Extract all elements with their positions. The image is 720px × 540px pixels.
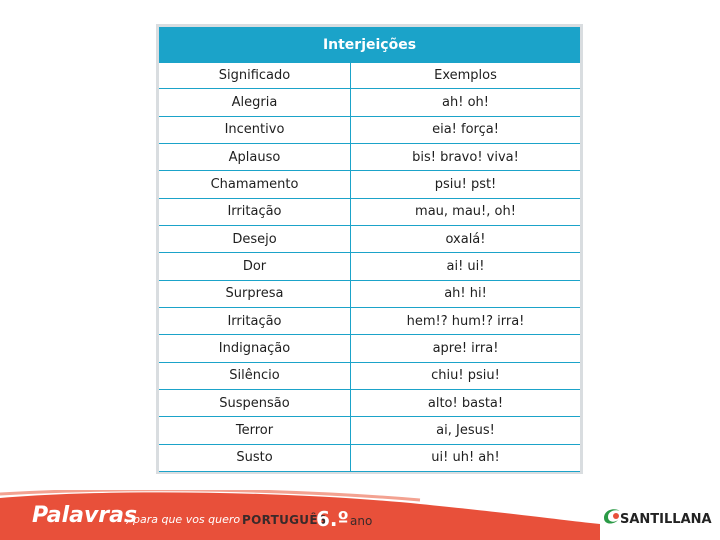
meaning-cell: Irritação [227,204,282,220]
examples-cell: ah! oh! [350,89,580,115]
meaning-cell: Suspensão [219,395,290,411]
table-row [159,171,580,198]
examples-cell: apre! irra! [350,335,580,361]
interjections-table [156,24,583,474]
examples-cell: eia! força! [350,117,580,143]
table-row [159,417,580,444]
column-header-exemplos: Exemplos [350,63,580,88]
table-row [159,363,580,390]
grade-number: 6.º [316,507,349,531]
examples-cell: psiu! pst! [350,171,580,197]
table-row [159,89,580,116]
brand-tagline: , para que vos quero [126,513,241,526]
examples-cell: ai, Jesus! [350,417,580,443]
table-row [159,117,580,144]
table-row [159,335,580,362]
meaning-cell: Alegria [231,95,278,111]
column-header-row [159,62,580,89]
meaning-cell: Irritação [227,313,282,329]
examples-cell: ui! uh! ah! [350,445,580,471]
meaning-cell: Incentivo [224,122,285,138]
meaning-cell: Chamamento [210,177,299,193]
examples-cell: bis! bravo! viva! [350,144,580,170]
table-rows [159,62,580,472]
meaning-cell: Indignação [218,341,291,357]
examples-cell: ai! ui! [350,253,580,279]
examples-cell: hem!? hum!? irra! [350,308,580,334]
subject-label: PORTUGUÊS [242,513,327,527]
table-row [159,308,580,335]
meaning-cell: Silêncio [229,368,280,384]
brand-palavras: Palavras [32,503,138,528]
examples-cell: mau, mau!, oh! [350,199,580,225]
table-row [159,390,580,417]
meaning-cell: Aplauso [228,149,281,165]
examples-cell: ah! hi! [350,281,580,307]
table-row [159,445,580,472]
table-row [159,281,580,308]
meaning-cell: Desejo [232,231,277,247]
meaning-cell: Surpresa [225,286,284,302]
meaning-cell: Dor [242,259,267,275]
table-title: Interjeições [159,27,580,62]
publisher-name: SANTILLANA [620,512,712,527]
examples-cell: chiu! psiu! [350,363,580,389]
grade-suffix: ano [350,514,373,528]
table-row [159,226,580,253]
table-row [159,199,580,226]
table-row [159,144,580,171]
column-header-significado: Significado [218,68,291,84]
examples-cell: alto! basta! [350,390,580,416]
meaning-cell: Terror [235,423,274,439]
meaning-cell: Susto [236,450,273,466]
examples-cell: oxalá! [350,226,580,252]
table-row [159,253,580,280]
